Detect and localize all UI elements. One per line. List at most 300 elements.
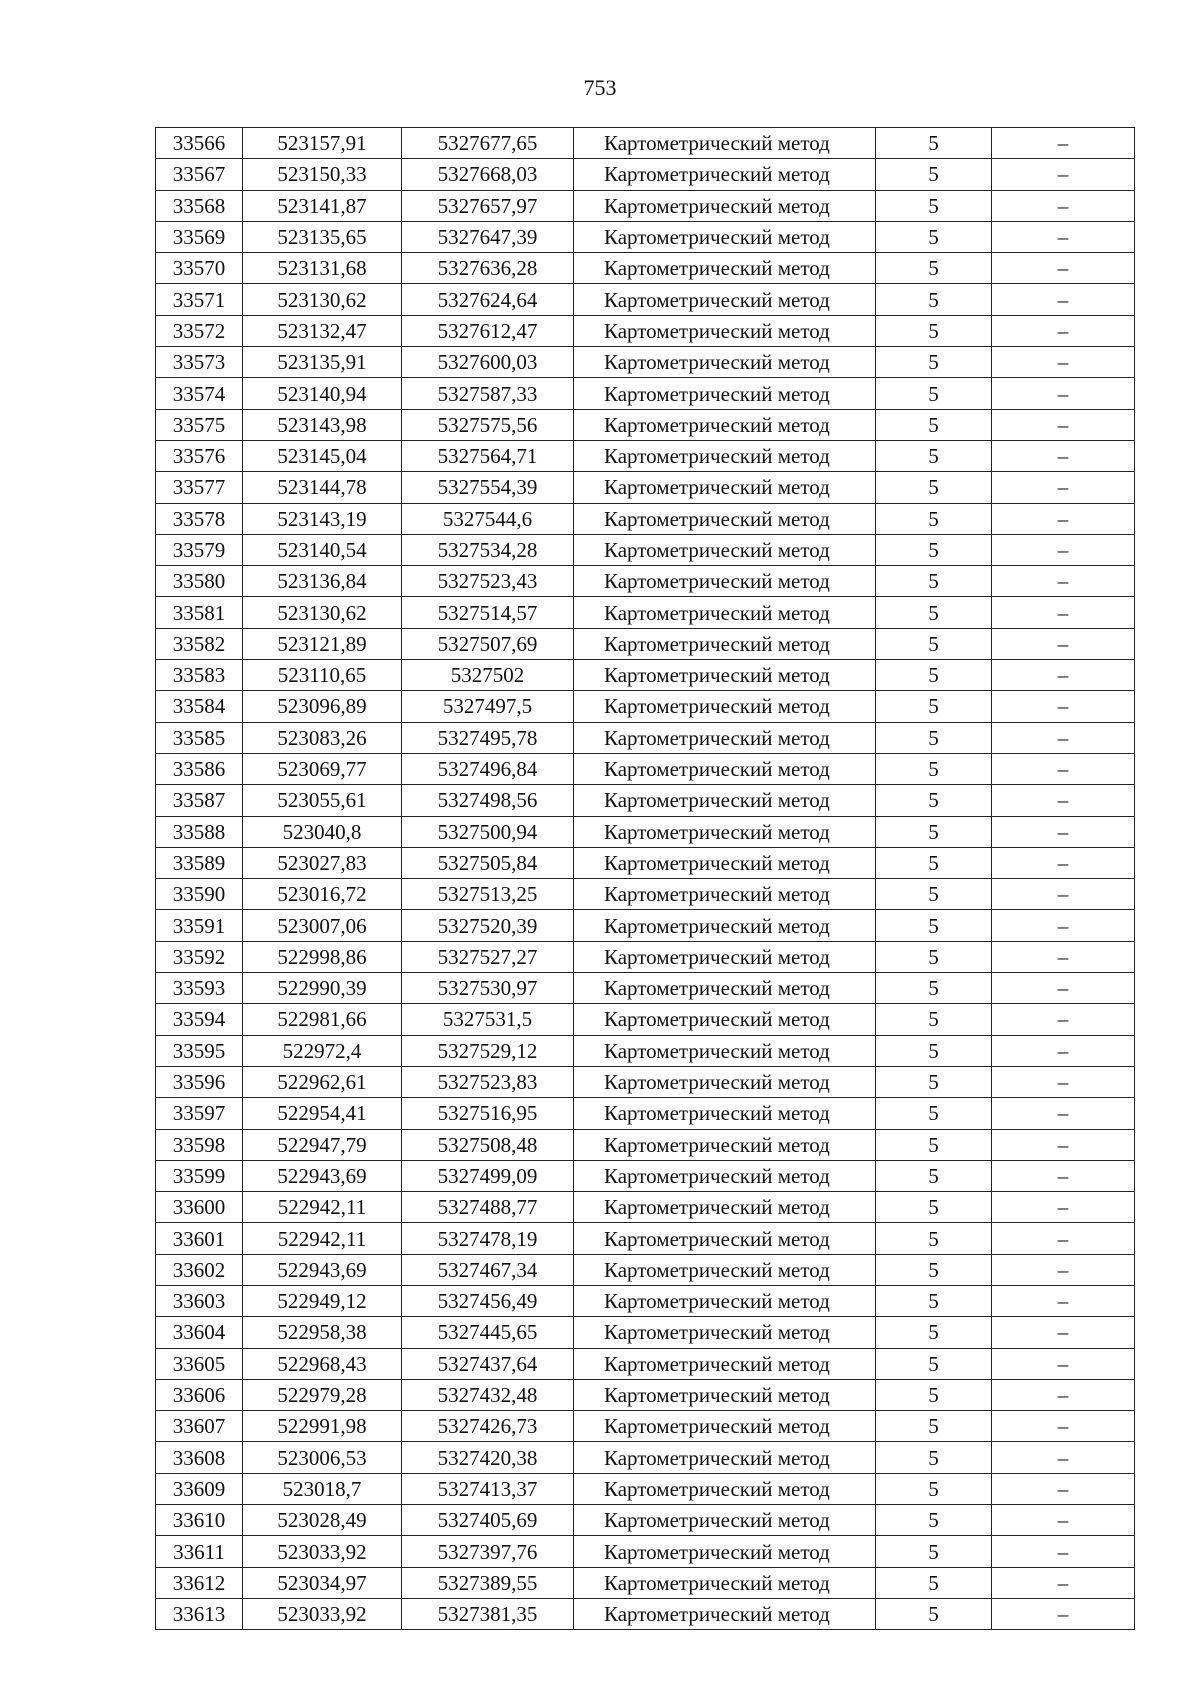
y-coordinate-cell: 5327445,65 — [402, 1317, 574, 1348]
x-coordinate-cell: 523121,89 — [243, 628, 402, 659]
x-coordinate-cell: 523006,53 — [243, 1442, 402, 1473]
y-coordinate-cell: 5327413,37 — [402, 1473, 574, 1504]
point-number-cell: 33595 — [156, 1035, 243, 1066]
table-row — [156, 1223, 1135, 1254]
table-row — [156, 1285, 1135, 1316]
y-coordinate-cell: 5327389,55 — [402, 1567, 574, 1598]
method-cell: Картометрический метод — [574, 941, 876, 972]
x-coordinate-cell: 523135,91 — [243, 347, 402, 378]
note-cell: – — [992, 534, 1135, 565]
table-row — [156, 1098, 1135, 1129]
note-cell: – — [992, 1223, 1135, 1254]
point-number-cell: 33596 — [156, 1066, 243, 1097]
x-coordinate-cell: 523033,92 — [243, 1536, 402, 1567]
note-cell: – — [992, 691, 1135, 722]
x-coordinate-cell: 522990,39 — [243, 973, 402, 1004]
accuracy-cell: 5 — [876, 910, 992, 941]
y-coordinate-cell: 5327497,5 — [402, 691, 574, 722]
y-coordinate-cell: 5327478,19 — [402, 1223, 574, 1254]
method-cell: Картометрический метод — [574, 1004, 876, 1035]
method-cell: Картометрический метод — [574, 315, 876, 346]
accuracy-cell: 5 — [876, 1505, 992, 1536]
x-coordinate-cell: 523141,87 — [243, 190, 402, 221]
point-number-cell: 33589 — [156, 847, 243, 878]
point-number-cell: 33568 — [156, 190, 243, 221]
note-cell: – — [992, 785, 1135, 816]
y-coordinate-cell: 5327523,43 — [402, 566, 574, 597]
note-cell: – — [992, 1317, 1135, 1348]
table-row — [156, 440, 1135, 471]
point-number-cell: 33579 — [156, 534, 243, 565]
note-cell: – — [992, 409, 1135, 440]
accuracy-cell: 5 — [876, 1442, 992, 1473]
table-row — [156, 534, 1135, 565]
x-coordinate-cell: 523083,26 — [243, 722, 402, 753]
note-cell: – — [992, 1066, 1135, 1097]
accuracy-cell: 5 — [876, 1004, 992, 1035]
x-coordinate-cell: 523130,62 — [243, 597, 402, 628]
table-row — [156, 816, 1135, 847]
method-cell: Картометрический метод — [574, 879, 876, 910]
y-coordinate-cell: 5327530,97 — [402, 973, 574, 1004]
note-cell: – — [992, 1442, 1135, 1473]
x-coordinate-cell: 523157,91 — [243, 128, 402, 159]
note-cell: – — [992, 1035, 1135, 1066]
table-row — [156, 1348, 1135, 1379]
note-cell: – — [992, 190, 1135, 221]
y-coordinate-cell: 5327534,28 — [402, 534, 574, 565]
method-cell: Картометрический метод — [574, 1160, 876, 1191]
point-number-cell: 33566 — [156, 128, 243, 159]
method-cell: Картометрический метод — [574, 534, 876, 565]
method-cell: Картометрический метод — [574, 128, 876, 159]
y-coordinate-cell: 5327508,48 — [402, 1129, 574, 1160]
accuracy-cell: 5 — [876, 253, 992, 284]
note-cell: – — [992, 1536, 1135, 1567]
note-cell: – — [992, 284, 1135, 315]
y-coordinate-cell: 5327612,47 — [402, 315, 574, 346]
table-row — [156, 566, 1135, 597]
accuracy-cell: 5 — [876, 472, 992, 503]
note-cell: – — [992, 941, 1135, 972]
accuracy-cell: 5 — [876, 973, 992, 1004]
table-row — [156, 1442, 1135, 1473]
point-number-cell: 33594 — [156, 1004, 243, 1035]
point-number-cell: 33590 — [156, 879, 243, 910]
x-coordinate-cell: 523132,47 — [243, 315, 402, 346]
point-number-cell: 33611 — [156, 1536, 243, 1567]
y-coordinate-cell: 5327513,25 — [402, 879, 574, 910]
point-number-cell: 33585 — [156, 722, 243, 753]
accuracy-cell: 5 — [876, 128, 992, 159]
x-coordinate-cell: 522979,28 — [243, 1379, 402, 1410]
y-coordinate-cell: 5327587,33 — [402, 378, 574, 409]
accuracy-cell: 5 — [876, 1098, 992, 1129]
y-coordinate-cell: 5327488,77 — [402, 1192, 574, 1223]
table-row — [156, 1505, 1135, 1536]
x-coordinate-cell: 522949,12 — [243, 1285, 402, 1316]
note-cell: – — [992, 847, 1135, 878]
point-number-cell: 33597 — [156, 1098, 243, 1129]
table-row — [156, 910, 1135, 941]
note-cell: – — [992, 315, 1135, 346]
note-cell: – — [992, 1160, 1135, 1191]
method-cell: Картометрический метод — [574, 1317, 876, 1348]
x-coordinate-cell: 523027,83 — [243, 847, 402, 878]
accuracy-cell: 5 — [876, 691, 992, 722]
table-row — [156, 159, 1135, 190]
point-number-cell: 33584 — [156, 691, 243, 722]
x-coordinate-cell: 523055,61 — [243, 785, 402, 816]
x-coordinate-cell: 523135,65 — [243, 221, 402, 252]
accuracy-cell: 5 — [876, 347, 992, 378]
table-row — [156, 1411, 1135, 1442]
method-cell: Картометрический метод — [574, 785, 876, 816]
table-row — [156, 1160, 1135, 1191]
table-row — [156, 1004, 1135, 1035]
accuracy-cell: 5 — [876, 221, 992, 252]
table-row — [156, 973, 1135, 1004]
x-coordinate-cell: 522942,11 — [243, 1223, 402, 1254]
table-row — [156, 1567, 1135, 1598]
accuracy-cell: 5 — [876, 1536, 992, 1567]
y-coordinate-cell: 5327523,83 — [402, 1066, 574, 1097]
y-coordinate-cell: 5327505,84 — [402, 847, 574, 878]
note-cell: – — [992, 1192, 1135, 1223]
note-cell: – — [992, 1004, 1135, 1035]
x-coordinate-cell: 523033,92 — [243, 1598, 402, 1629]
accuracy-cell: 5 — [876, 785, 992, 816]
point-number-cell: 33610 — [156, 1505, 243, 1536]
method-cell: Картометрический метод — [574, 660, 876, 691]
point-number-cell: 33588 — [156, 816, 243, 847]
table-row — [156, 785, 1135, 816]
table-row — [156, 1192, 1135, 1223]
method-cell: Картометрический метод — [574, 1505, 876, 1536]
table-row — [156, 1254, 1135, 1285]
y-coordinate-cell: 5327496,84 — [402, 753, 574, 784]
y-coordinate-cell: 5327498,56 — [402, 785, 574, 816]
x-coordinate-cell: 522947,79 — [243, 1129, 402, 1160]
method-cell: Картометрический метод — [574, 253, 876, 284]
table-row — [156, 879, 1135, 910]
accuracy-cell: 5 — [876, 159, 992, 190]
accuracy-cell: 5 — [876, 1379, 992, 1410]
accuracy-cell: 5 — [876, 722, 992, 753]
note-cell: – — [992, 722, 1135, 753]
method-cell: Картометрический метод — [574, 1285, 876, 1316]
point-number-cell: 33592 — [156, 941, 243, 972]
y-coordinate-cell: 5327564,71 — [402, 440, 574, 471]
method-cell: Картометрический метод — [574, 722, 876, 753]
x-coordinate-cell: 523145,04 — [243, 440, 402, 471]
x-coordinate-cell: 523143,98 — [243, 409, 402, 440]
x-coordinate-cell: 522943,69 — [243, 1254, 402, 1285]
y-coordinate-cell: 5327529,12 — [402, 1035, 574, 1066]
accuracy-cell: 5 — [876, 941, 992, 972]
point-number-cell: 33591 — [156, 910, 243, 941]
note-cell: – — [992, 566, 1135, 597]
method-cell: Картометрический метод — [574, 159, 876, 190]
x-coordinate-cell: 523140,94 — [243, 378, 402, 409]
method-cell: Картометрический метод — [574, 347, 876, 378]
point-number-cell: 33574 — [156, 378, 243, 409]
note-cell: – — [992, 1379, 1135, 1410]
method-cell: Картометрический метод — [574, 1254, 876, 1285]
method-cell: Картометрический метод — [574, 284, 876, 315]
point-number-cell: 33580 — [156, 566, 243, 597]
y-coordinate-cell: 5327600,03 — [402, 347, 574, 378]
accuracy-cell: 5 — [876, 566, 992, 597]
point-number-cell: 33582 — [156, 628, 243, 659]
method-cell: Картометрический метод — [574, 566, 876, 597]
note-cell: – — [992, 440, 1135, 471]
x-coordinate-cell: 522998,86 — [243, 941, 402, 972]
method-cell: Картометрический метод — [574, 1098, 876, 1129]
accuracy-cell: 5 — [876, 284, 992, 315]
y-coordinate-cell: 5327575,56 — [402, 409, 574, 440]
y-coordinate-cell: 5327516,95 — [402, 1098, 574, 1129]
y-coordinate-cell: 5327432,48 — [402, 1379, 574, 1410]
y-coordinate-cell: 5327397,76 — [402, 1536, 574, 1567]
method-cell: Картометрический метод — [574, 1035, 876, 1066]
table-row — [156, 1066, 1135, 1097]
accuracy-cell: 5 — [876, 1192, 992, 1223]
method-cell: Картометрический метод — [574, 1348, 876, 1379]
accuracy-cell: 5 — [876, 1254, 992, 1285]
y-coordinate-cell: 5327531,5 — [402, 1004, 574, 1035]
y-coordinate-cell: 5327657,97 — [402, 190, 574, 221]
accuracy-cell: 5 — [876, 1285, 992, 1316]
table-row — [156, 628, 1135, 659]
table-row — [156, 409, 1135, 440]
table-row — [156, 1473, 1135, 1504]
table-row — [156, 378, 1135, 409]
accuracy-cell: 5 — [876, 753, 992, 784]
coordinates-table-body — [156, 128, 1135, 1630]
coordinates-table — [155, 127, 1135, 1630]
point-number-cell: 33581 — [156, 597, 243, 628]
point-number-cell: 33578 — [156, 503, 243, 534]
table-row — [156, 1317, 1135, 1348]
accuracy-cell: 5 — [876, 315, 992, 346]
x-coordinate-cell: 523143,19 — [243, 503, 402, 534]
table-row — [156, 941, 1135, 972]
table-row — [156, 1035, 1135, 1066]
method-cell: Картометрический метод — [574, 847, 876, 878]
x-coordinate-cell: 523040,8 — [243, 816, 402, 847]
method-cell: Картометрический метод — [574, 1129, 876, 1160]
method-cell: Картометрический метод — [574, 190, 876, 221]
y-coordinate-cell: 5327495,78 — [402, 722, 574, 753]
y-coordinate-cell: 5327624,64 — [402, 284, 574, 315]
accuracy-cell: 5 — [876, 597, 992, 628]
method-cell: Картометрический метод — [574, 221, 876, 252]
table-row — [156, 691, 1135, 722]
accuracy-cell: 5 — [876, 1066, 992, 1097]
y-coordinate-cell: 5327426,73 — [402, 1411, 574, 1442]
y-coordinate-cell: 5327520,39 — [402, 910, 574, 941]
x-coordinate-cell: 523034,97 — [243, 1567, 402, 1598]
accuracy-cell: 5 — [876, 1411, 992, 1442]
accuracy-cell: 5 — [876, 628, 992, 659]
y-coordinate-cell: 5327499,09 — [402, 1160, 574, 1191]
note-cell: – — [992, 221, 1135, 252]
accuracy-cell: 5 — [876, 1223, 992, 1254]
table-row — [156, 472, 1135, 503]
x-coordinate-cell: 523144,78 — [243, 472, 402, 503]
note-cell: – — [992, 1285, 1135, 1316]
point-number-cell: 33573 — [156, 347, 243, 378]
table-row — [156, 660, 1135, 691]
point-number-cell: 33583 — [156, 660, 243, 691]
table-row — [156, 1379, 1135, 1410]
method-cell: Картометрический метод — [574, 910, 876, 941]
table-row — [156, 503, 1135, 534]
y-coordinate-cell: 5327514,57 — [402, 597, 574, 628]
y-coordinate-cell: 5327500,94 — [402, 816, 574, 847]
x-coordinate-cell: 522981,66 — [243, 1004, 402, 1035]
y-coordinate-cell: 5327527,27 — [402, 941, 574, 972]
method-cell: Картометрический метод — [574, 472, 876, 503]
point-number-cell: 33603 — [156, 1285, 243, 1316]
method-cell: Картометрический метод — [574, 1442, 876, 1473]
note-cell: – — [992, 973, 1135, 1004]
note-cell: – — [992, 1567, 1135, 1598]
y-coordinate-cell: 5327507,69 — [402, 628, 574, 659]
y-coordinate-cell: 5327405,69 — [402, 1505, 574, 1536]
x-coordinate-cell: 522958,38 — [243, 1317, 402, 1348]
table-row — [156, 1129, 1135, 1160]
x-coordinate-cell: 523140,54 — [243, 534, 402, 565]
y-coordinate-cell: 5327381,35 — [402, 1598, 574, 1629]
point-number-cell: 33575 — [156, 409, 243, 440]
table-row — [156, 847, 1135, 878]
point-number-cell: 33576 — [156, 440, 243, 471]
accuracy-cell: 5 — [876, 1473, 992, 1504]
method-cell: Картометрический метод — [574, 691, 876, 722]
y-coordinate-cell: 5327677,65 — [402, 128, 574, 159]
table-row — [156, 1598, 1135, 1629]
x-coordinate-cell: 522968,43 — [243, 1348, 402, 1379]
note-cell: – — [992, 472, 1135, 503]
accuracy-cell: 5 — [876, 1160, 992, 1191]
note-cell: – — [992, 1411, 1135, 1442]
note-cell: – — [992, 159, 1135, 190]
method-cell: Картометрический метод — [574, 378, 876, 409]
accuracy-cell: 5 — [876, 190, 992, 221]
table-row — [156, 597, 1135, 628]
point-number-cell: 33572 — [156, 315, 243, 346]
point-number-cell: 33567 — [156, 159, 243, 190]
x-coordinate-cell: 523150,33 — [243, 159, 402, 190]
x-coordinate-cell: 523018,7 — [243, 1473, 402, 1504]
accuracy-cell: 5 — [876, 1567, 992, 1598]
y-coordinate-cell: 5327554,39 — [402, 472, 574, 503]
point-number-cell: 33599 — [156, 1160, 243, 1191]
method-cell: Картометрический метод — [574, 628, 876, 659]
y-coordinate-cell: 5327420,38 — [402, 1442, 574, 1473]
method-cell: Картометрический метод — [574, 409, 876, 440]
accuracy-cell: 5 — [876, 660, 992, 691]
x-coordinate-cell: 523028,49 — [243, 1505, 402, 1536]
y-coordinate-cell: 5327668,03 — [402, 159, 574, 190]
point-number-cell: 33612 — [156, 1567, 243, 1598]
accuracy-cell: 5 — [876, 378, 992, 409]
accuracy-cell: 5 — [876, 1035, 992, 1066]
table-row — [156, 722, 1135, 753]
method-cell: Картометрический метод — [574, 597, 876, 628]
note-cell: – — [992, 128, 1135, 159]
x-coordinate-cell: 523069,77 — [243, 753, 402, 784]
method-cell: Картометрический метод — [574, 1536, 876, 1567]
method-cell: Картометрический метод — [574, 1223, 876, 1254]
point-number-cell: 33602 — [156, 1254, 243, 1285]
point-number-cell: 33608 — [156, 1442, 243, 1473]
point-number-cell: 33577 — [156, 472, 243, 503]
x-coordinate-cell: 523096,89 — [243, 691, 402, 722]
y-coordinate-cell: 5327544,6 — [402, 503, 574, 534]
table-row — [156, 253, 1135, 284]
method-cell: Картометрический метод — [574, 1192, 876, 1223]
x-coordinate-cell: 522942,11 — [243, 1192, 402, 1223]
accuracy-cell: 5 — [876, 440, 992, 471]
y-coordinate-cell: 5327467,34 — [402, 1254, 574, 1285]
point-number-cell: 33587 — [156, 785, 243, 816]
x-coordinate-cell: 522943,69 — [243, 1160, 402, 1191]
point-number-cell: 33607 — [156, 1411, 243, 1442]
x-coordinate-cell: 523131,68 — [243, 253, 402, 284]
table-row — [156, 221, 1135, 252]
x-coordinate-cell: 523130,62 — [243, 284, 402, 315]
note-cell: – — [992, 1598, 1135, 1629]
point-number-cell: 33600 — [156, 1192, 243, 1223]
point-number-cell: 33586 — [156, 753, 243, 784]
method-cell: Картометрический метод — [574, 1379, 876, 1410]
method-cell: Картометрический метод — [574, 753, 876, 784]
note-cell: – — [992, 597, 1135, 628]
table-row — [156, 753, 1135, 784]
accuracy-cell: 5 — [876, 1129, 992, 1160]
point-number-cell: 33598 — [156, 1129, 243, 1160]
y-coordinate-cell: 5327502 — [402, 660, 574, 691]
note-cell: – — [992, 1348, 1135, 1379]
accuracy-cell: 5 — [876, 503, 992, 534]
x-coordinate-cell: 523136,84 — [243, 566, 402, 597]
note-cell: – — [992, 347, 1135, 378]
note-cell: – — [992, 1473, 1135, 1504]
note-cell: – — [992, 660, 1135, 691]
method-cell: Картометрический метод — [574, 1567, 876, 1598]
table-row — [156, 128, 1135, 159]
accuracy-cell: 5 — [876, 534, 992, 565]
x-coordinate-cell: 523110,65 — [243, 660, 402, 691]
y-coordinate-cell: 5327456,49 — [402, 1285, 574, 1316]
accuracy-cell: 5 — [876, 1598, 992, 1629]
x-coordinate-cell: 522991,98 — [243, 1411, 402, 1442]
point-number-cell: 33593 — [156, 973, 243, 1004]
method-cell: Картометрический метод — [574, 973, 876, 1004]
table-row — [156, 347, 1135, 378]
method-cell: Картометрический метод — [574, 1066, 876, 1097]
point-number-cell: 33571 — [156, 284, 243, 315]
note-cell: – — [992, 1254, 1135, 1285]
accuracy-cell: 5 — [876, 409, 992, 440]
x-coordinate-cell: 522972,4 — [243, 1035, 402, 1066]
method-cell: Картометрический метод — [574, 1598, 876, 1629]
table-row — [156, 1536, 1135, 1567]
x-coordinate-cell: 523016,72 — [243, 879, 402, 910]
